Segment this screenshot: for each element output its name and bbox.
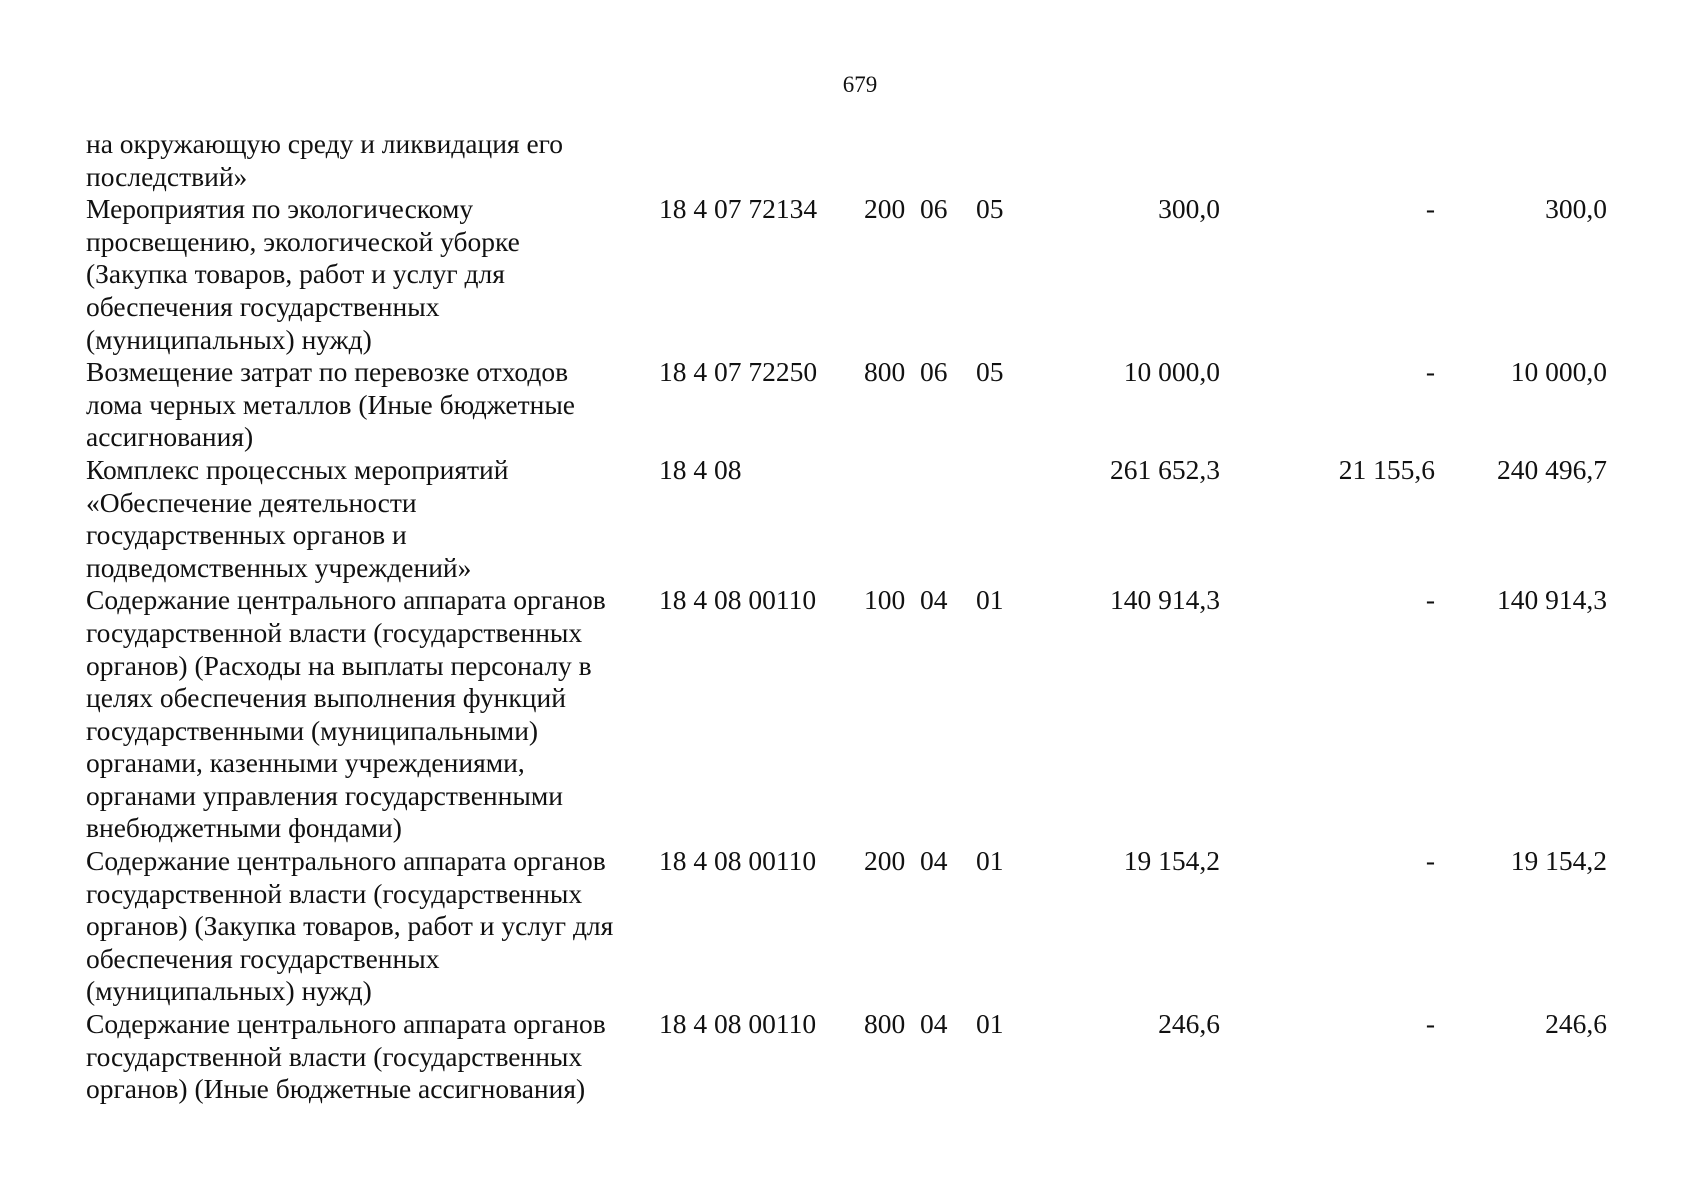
- amount-federal: -: [1425, 584, 1435, 616]
- budget-table: [86, 128, 1636, 1106]
- subsection-code: 01: [976, 845, 1004, 877]
- expense-type-code: 800: [864, 1008, 906, 1040]
- target-article-code: 18 4 08: [659, 453, 742, 485]
- expense-type-code: 200: [864, 845, 906, 877]
- expense-name-line: органов) (Закупка товаров, работ и услуг для: [86, 910, 614, 942]
- amount-total: 10 000,0: [1123, 356, 1220, 388]
- table-row: [86, 584, 1636, 845]
- expense-name-line: (муниципальных) нужд): [86, 323, 372, 355]
- expense-type-code: 200: [864, 193, 906, 225]
- expense-name-line: органов) (Иные бюджетные ассигнования): [86, 1073, 586, 1105]
- expense-name-line: органами, казенными учреждениями,: [86, 747, 525, 779]
- amount-regional: 240 496,7: [1497, 453, 1607, 485]
- expense-name: [86, 1008, 659, 1106]
- table-row: [86, 454, 1636, 584]
- page-number: 679: [842, 72, 878, 97]
- subsection-code: 05: [976, 193, 1004, 225]
- amount-regional: 19 154,2: [1510, 845, 1607, 877]
- table-row: [86, 193, 1636, 356]
- expense-name-line: государственной власти (государственных: [86, 616, 583, 648]
- expense-name: [86, 128, 659, 193]
- amount-federal: -: [1425, 193, 1435, 225]
- expense-name-line: органами управления государственными: [86, 779, 563, 811]
- subsection-code: 01: [976, 584, 1004, 616]
- section-code: 06: [920, 356, 948, 388]
- expense-name: [86, 356, 659, 454]
- expense-type-code: 100: [864, 584, 906, 616]
- expense-name-line: внебюджетными фондами): [86, 812, 402, 844]
- expense-name-line: подведомственных учреждений»: [86, 551, 472, 583]
- expense-name-line: лома черных металлов (Иные бюджетные: [86, 388, 575, 420]
- expense-name-line: обеспечения государственных: [86, 942, 440, 974]
- expense-name-line: на окружающую среду и ликвидация его: [86, 128, 563, 159]
- amount-total: 300,0: [1158, 193, 1220, 225]
- expense-name-line: Мероприятия по экологическому: [86, 193, 474, 225]
- expense-name-line: государственной власти (государственных: [86, 877, 583, 909]
- expense-name-line: Возмещение затрат по перевозке отходов: [86, 356, 569, 388]
- table-row: [86, 845, 1636, 1008]
- table-row: [86, 1008, 1636, 1106]
- expense-name-line: целях обеспечения выполнения функций: [86, 682, 566, 714]
- expense-name-line: Содержание центрального аппарата органов: [86, 1008, 606, 1040]
- expense-name-line: органов) (Расходы на выплаты персоналу в: [86, 649, 592, 681]
- amount-total: 19 154,2: [1123, 845, 1220, 877]
- expense-name-line: обеспечения государственных: [86, 290, 440, 322]
- subsection-code: 05: [976, 356, 1004, 388]
- expense-type-code: 800: [864, 356, 906, 388]
- amount-federal: -: [1425, 1008, 1435, 1040]
- target-article-code: 18 4 08 00110: [659, 584, 817, 616]
- expense-name-line: просвещению, экологической уборке: [86, 225, 520, 257]
- expense-name-line: государственных органов и: [86, 519, 407, 551]
- section-code: 04: [920, 1008, 948, 1040]
- subsection-code: 01: [976, 1008, 1004, 1040]
- expense-name-line: (муниципальных) нужд): [86, 975, 372, 1007]
- expense-name-line: Комплекс процессных мероприятий: [86, 453, 509, 485]
- amount-federal: -: [1425, 356, 1435, 388]
- expense-name: [86, 454, 659, 584]
- expense-name-line: «Обеспечение деятельности: [86, 486, 417, 518]
- expense-name: [86, 193, 659, 356]
- table-row: [86, 128, 1636, 193]
- target-article-code: 18 4 07 72134: [659, 193, 818, 225]
- amount-total: 261 652,3: [1110, 453, 1220, 485]
- section-code: 04: [920, 845, 948, 877]
- expense-name-line: государственной власти (государственных: [86, 1040, 583, 1072]
- amount-regional: 246,6: [1545, 1008, 1607, 1040]
- expense-name-line: Содержание центрального аппарата органов: [86, 584, 606, 616]
- expense-name-line: ассигнования): [86, 421, 254, 453]
- expense-name-line: Содержание центрального аппарата органов: [86, 845, 606, 877]
- expense-name-line: последствий»: [86, 160, 248, 192]
- target-article-code: 18 4 08 00110: [659, 1008, 817, 1040]
- amount-federal: 21 155,6: [1338, 453, 1435, 485]
- expense-name-line: государственными (муниципальными): [86, 714, 539, 746]
- amount-total: 140 914,3: [1110, 584, 1220, 616]
- amount-regional: 300,0: [1545, 193, 1607, 225]
- target-article-code: 18 4 08 00110: [659, 845, 817, 877]
- expense-name-line: (Закупка товаров, работ и услуг для: [86, 258, 505, 290]
- expense-name: [86, 584, 659, 845]
- amount-federal: -: [1425, 845, 1435, 877]
- target-article-code: 18 4 07 72250: [659, 356, 818, 388]
- table-row: [86, 356, 1636, 454]
- amount-regional: 10 000,0: [1510, 356, 1607, 388]
- expense-name: [86, 845, 659, 1008]
- section-code: 04: [920, 584, 948, 616]
- amount-regional: 140 914,3: [1497, 584, 1607, 616]
- section-code: 06: [920, 193, 948, 225]
- amount-total: 246,6: [1158, 1008, 1220, 1040]
